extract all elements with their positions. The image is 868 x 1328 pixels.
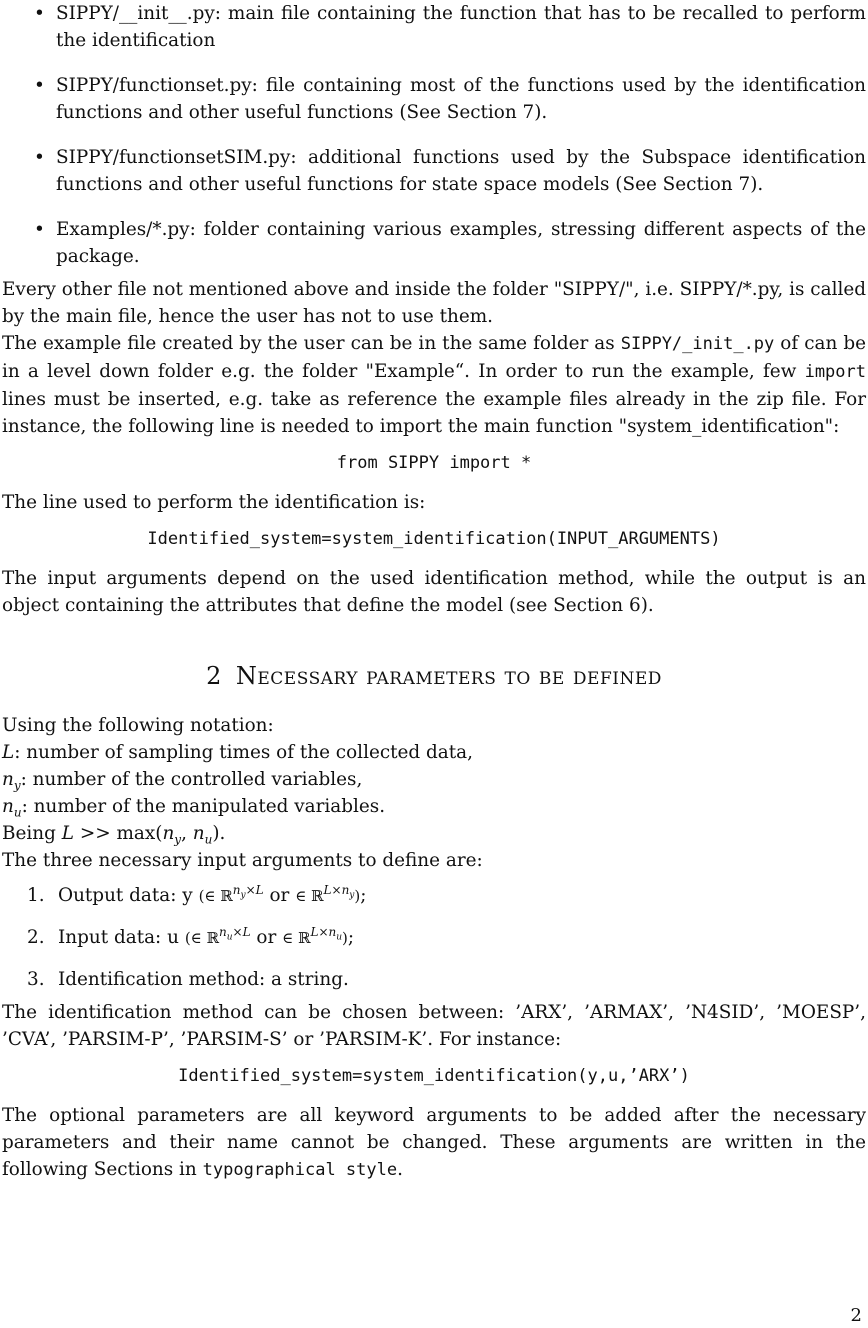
list-item: 1. Output data: y (∈ ℝ$^{n_y\times L}$ or ∈ ℝ$^{L\times n_y}$); [27,882,367,906]
paragraph-input-arguments: The input arguments depend on the used identification method, while the output is an object containing the attributes that define the model (see Section 6). [2,568,866,616]
list-item: 3. Identification method: a string. [27,969,349,990]
paragraph-line-used: The line used to perform the identification is: [2,492,426,513]
page-content [2,0,866,1184]
list-item: • SIPPY/functionset.py: file containing most of the functions used by the identification functions and other useful functions (See Section 7). [2,72,866,126]
section-number: 2 [206,662,222,690]
list-item: • Examples/*.py: folder containing various examples, stressing different aspects of the package. [2,216,866,270]
necessary-arguments-list [2,882,866,993]
page-number: 2 [850,1305,862,1326]
code-call: Identified_system=system_identification(INPUT_ARGUMENTS) [147,529,721,549]
notation-L: L: number of sampling times of the collected data, [2,742,473,763]
paragraph-example-file: The example file created by the user can be in the same folder as SIPPY/_init_.py of can be in a level down folder e.g. the folder "Example“. In order to run the example, few import lines must be inserted, e.g. take as reference the example files already in the zip file. For instance, the following line is needed to import the main function "system_identification": [2,333,867,437]
paragraph-methods: The identification method can be chosen between: ’ARX’, ’ARMAX’, ’N4SID’, ’MOESP’, ’CVA’, ’PARSIM-P’, ’PARSIM-S’ or ’PARSIM-K’. For instance: [2,1002,866,1050]
bullet-icon: • [34,3,45,24]
code-import: from SIPPY import * [336,453,532,473]
file-bullet-list [2,0,866,270]
section-heading [2,663,866,690]
notation-ny: $n_y$: number of the controlled variables, [2,769,363,793]
list-item: • SIPPY/__init__.py: main file containing the function that has to be recalled to perform the identification [2,0,866,54]
bullet-icon: • [34,75,45,96]
notation-nu: $n_u$: number of the manipulated variables. [2,796,386,820]
bullet-icon: • [34,147,45,168]
bullet-icon: • [34,219,45,240]
notation-intro: Using the following notation: [2,715,274,736]
notation-being: Being $L >> \max(n_y$, $n_u$). [2,823,226,847]
code-arx: Identified_system=system_identification(y,u,’ARX’) [178,1066,690,1086]
section-title: Necessary parameters to be defined [235,662,662,690]
notation-three: The three necessary input arguments to define are: [2,850,483,871]
list-item: • SIPPY/functionsetSIM.py: additional functions used by the Subspace identification functions and other useful functions for state space models (See Section 7). [2,144,866,198]
list-item: 2. Input data: u (∈ ℝ$^{n_u\times L}$ or ∈ ℝ$^{L\times n_u}$); [27,924,355,948]
paragraph-other-files: Every other file not mentioned above and inside the folder "SIPPY/", i.e. SIPPY/*.py, is called by the main file, hence the user has not to use them. [2,279,866,327]
paragraph-optional: The optional parameters are all keyword arguments to be added after the necessary parameters and their name cannot be changed. These arguments are written in the following Sections in typographical style. [2,1105,866,1180]
